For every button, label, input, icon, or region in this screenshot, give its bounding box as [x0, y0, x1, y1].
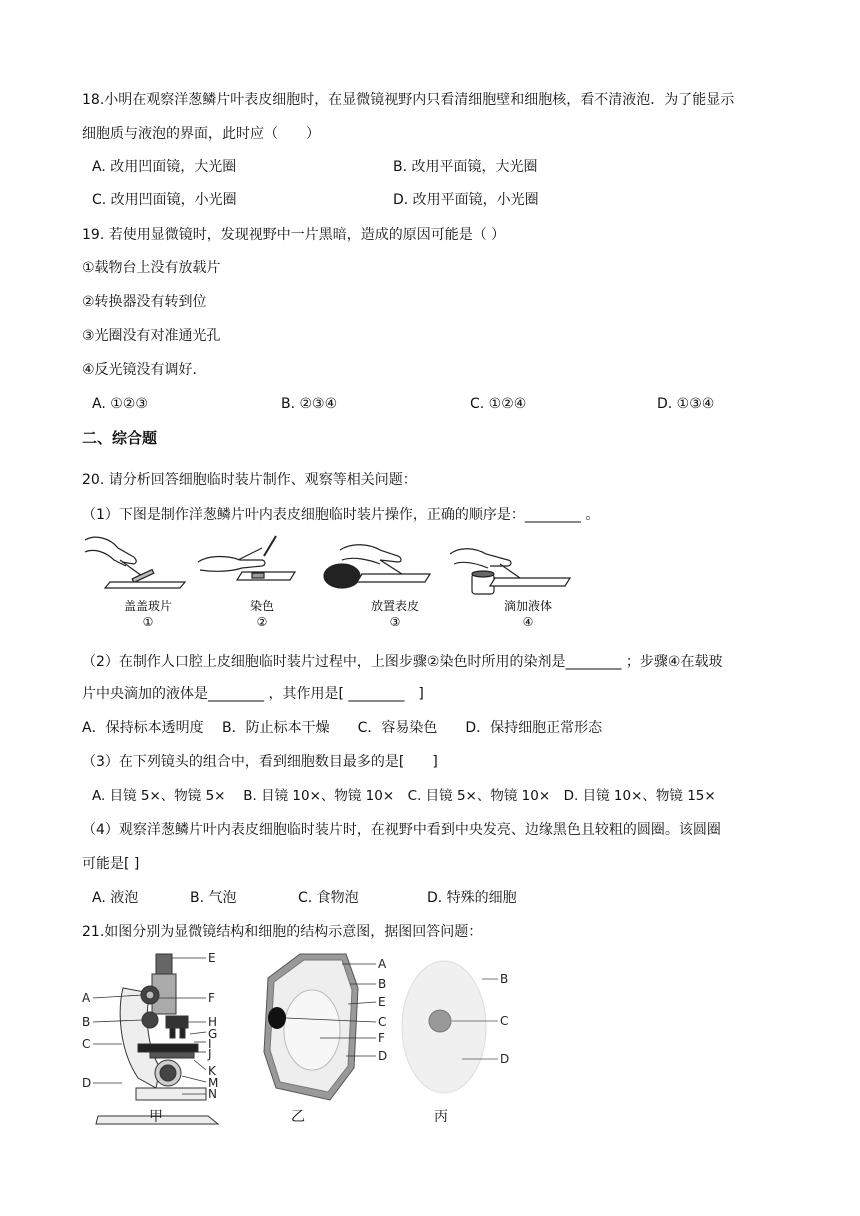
- jia-label-d: D: [82, 1076, 92, 1090]
- step2-number: ②: [256, 615, 268, 629]
- jia-label-c: C: [82, 1037, 91, 1051]
- jia-label-b: B: [82, 1015, 91, 1029]
- fine-focus: [142, 1012, 158, 1028]
- q20-part4-line1: （4）观察洋葱鳞片叶内表皮细胞临时装片时，在视野中看到中央发亮、边缘黑色且较粗的圆圈。该圆圈: [82, 822, 721, 838]
- step2-label: 染色: [249, 599, 275, 613]
- jia-label-i: I: [208, 1037, 212, 1051]
- nucleus: [268, 1007, 286, 1029]
- jia-label-m: M: [208, 1076, 219, 1090]
- yi-label-d: D: [378, 1049, 388, 1063]
- q19-item-3: ③光圈没有对准通光孔: [82, 328, 221, 344]
- step2-illustration: [198, 536, 295, 580]
- q20-part1: （1）下图是制作洋葱鳞片叶内表皮细胞临时装片操作，正确的顺序是：________ 。: [82, 507, 600, 523]
- jia-label-a: A: [82, 991, 91, 1005]
- jia-label-e: E: [208, 951, 216, 965]
- nucleus: [429, 1010, 451, 1032]
- jia-label-k: K: [208, 1064, 216, 1078]
- bing-label-d: D: [500, 1052, 510, 1066]
- q20-part4-option-a[interactable]: A. 液泡: [92, 890, 139, 906]
- q20-part3: （3）在下列镜头的组合中，看到细胞数目最多的是[ ]: [82, 754, 438, 770]
- q18-option-d[interactable]: D. 改用平面镜，小光圈: [393, 192, 539, 208]
- bing-caption: 丙: [434, 1109, 448, 1125]
- step4-label: 滴加液体: [503, 599, 553, 613]
- yi-label-e: E: [378, 995, 386, 1009]
- yi-label-c: C: [378, 1015, 387, 1029]
- q19-stem: 19. 若使用显微镜时，发现视野中一片黑暗，造成的原因可能是（ ）: [82, 227, 506, 243]
- step1-illustration: [85, 537, 185, 588]
- q20-part4-option-c[interactable]: C. 食物泡: [298, 890, 359, 906]
- q20-part4-option-d[interactable]: D. 特殊的细胞: [427, 890, 517, 906]
- step3-number: ③: [389, 615, 401, 629]
- bing-label-b: B: [500, 972, 509, 986]
- step3-illustration: [324, 545, 430, 588]
- q21-stem: 21.如图分别为显微镜结构和细胞的结构示意图，据图回答问题：: [82, 924, 483, 940]
- jia-label-h: H: [208, 1015, 218, 1029]
- step4-number: ④: [522, 615, 534, 629]
- step1-label: 盖盖玻片: [123, 599, 173, 613]
- q20-part4-line2: 可能是[ ]: [82, 856, 140, 872]
- q18-stem-line1: 18.小明在观察洋葱鳞片叶表皮细胞时，在显微镜视野内只看清细胞壁和细胞核，看不清液泡．为了能显示: [82, 92, 735, 108]
- q18-option-a[interactable]: A. 改用凹面镜，大光圈: [92, 159, 237, 175]
- q18-option-b[interactable]: B. 改用平面镜，大光圈: [393, 159, 538, 175]
- jia-label-n: N: [208, 1087, 217, 1101]
- yi-label-f: F: [378, 1031, 385, 1045]
- animal-cell-figure: [396, 955, 526, 1105]
- vacuole: [284, 990, 340, 1070]
- jia-label-f: F: [208, 991, 215, 1005]
- q19-item-2: ②转换器没有转到位: [82, 294, 207, 310]
- q20-part3-options[interactable]: A. 目镜 5×、物镜 5× B. 目镜 10×、物镜 10× C. 目镜 5×、物镜 10× D. 目镜 10×、物镜 15×: [92, 788, 716, 804]
- q18-option-c[interactable]: C. 改用凹面镜，小光圈: [92, 192, 237, 208]
- yi-label-a: A: [378, 957, 387, 971]
- q19-item-4: ④反光镜没有调好．: [82, 362, 207, 378]
- microscope-drawing: [96, 954, 218, 1124]
- q20-part2-options[interactable]: A．保持标本透明度 B．防止标本干燥 C．容易染色 D．保持细胞正常形态: [82, 720, 603, 736]
- q19-option-c[interactable]: C. ①②④: [470, 396, 527, 412]
- q20-part2-line1: （2）在制作人口腔上皮细胞临时装片过程中，上图步骤②染色时所用的染剂是________ ；步骤④在载玻: [82, 654, 723, 670]
- nosepiece: [166, 1016, 188, 1028]
- step3-label: 放置表皮: [370, 599, 420, 613]
- q18-stem-line2: 细胞质与液泡的界面，此时应（ ）: [82, 126, 320, 142]
- stage: [138, 1044, 198, 1052]
- plant-cell-figure: [250, 948, 400, 1108]
- yi-caption: 乙: [291, 1109, 305, 1125]
- q19-option-d[interactable]: D. ①③④: [657, 396, 715, 412]
- q19-option-b[interactable]: B. ②③④: [281, 396, 338, 412]
- jia-label-g: G: [208, 1027, 218, 1041]
- q20-part2-line2: 片中央滴加的液体是________ ，其作用是[ ________ ]: [82, 686, 424, 702]
- q20-stem: 20. 请分析回答细胞临时装片制作、观察等相关问题：: [82, 472, 417, 488]
- eyepiece: [156, 954, 172, 976]
- section-heading: 二、综合题: [82, 429, 158, 447]
- jia-label-j: J: [208, 1047, 212, 1061]
- yi-label-b: B: [378, 977, 387, 991]
- q19-item-1: ①载物台上没有放载片: [82, 260, 221, 276]
- jia-caption: 甲: [149, 1109, 163, 1125]
- procedure-figure: [80, 530, 580, 630]
- step4-illustration: [450, 549, 570, 594]
- q19-option-a[interactable]: A. ①②③: [92, 396, 148, 412]
- q20-part4-option-b[interactable]: B. 气泡: [190, 890, 237, 906]
- bing-label-c: C: [500, 1014, 509, 1028]
- step1-number: ①: [142, 615, 154, 629]
